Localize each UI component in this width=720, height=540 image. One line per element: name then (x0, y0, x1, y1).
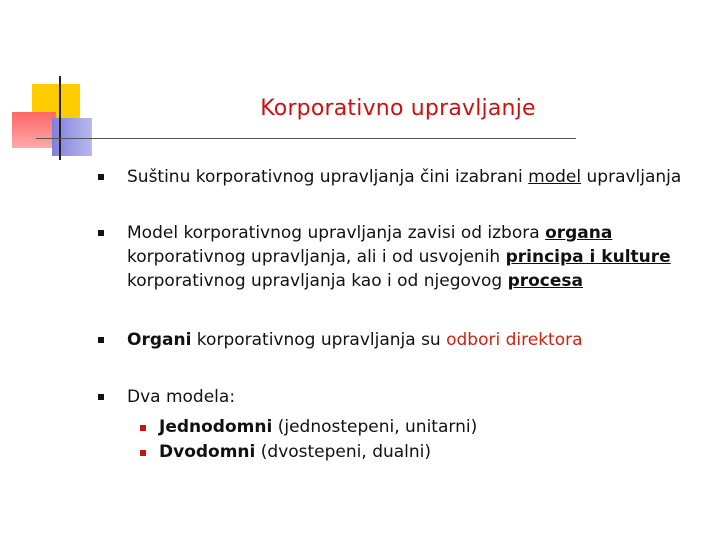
bullet-marker (98, 394, 104, 400)
bullet-marker (98, 337, 104, 343)
bullet-2-line-1 (127, 222, 612, 244)
text-segment: (dvostepeni, dualni) (255, 442, 432, 462)
bullet-1-line-1 (127, 166, 681, 188)
bullet-marker (98, 174, 104, 180)
text-segment: korporativnog upravljanja, ali i od usvojenih (127, 247, 506, 267)
text-segment-bold-underlined: procesa (507, 271, 583, 291)
sub-bullet-marker (140, 425, 146, 431)
bullet-marker (98, 230, 104, 236)
text-segment-bold: Dvodomni (159, 442, 256, 462)
text-segment: (jednostepeni, unitarni) (272, 417, 478, 437)
bullet-4-line-1 (127, 386, 235, 408)
text-segment-bold: Organi (127, 330, 192, 350)
text-segment-underlined: model (528, 167, 582, 187)
sub-bullet-marker (140, 450, 146, 456)
text-segment: Dva modela: (127, 387, 236, 407)
text-segment: korporativnog upravljanja su (191, 330, 447, 350)
slide-title: Korporativno upravljanje (260, 96, 536, 121)
bullet-2-line-2 (127, 246, 671, 268)
bullet-2-line-3 (127, 270, 583, 292)
title-underline-rule (36, 138, 576, 139)
text-segment-bold-underlined: principa i kulture (505, 247, 671, 267)
text-segment-bold: Jednodomni (159, 417, 273, 437)
decor-blue-square (52, 118, 92, 156)
text-segment: upravljanja (581, 167, 682, 187)
sub-bullet-2 (159, 441, 431, 463)
sub-bullet-1 (159, 416, 477, 438)
text-segment: Model korporativnog upravljanja zavisi od izbora (127, 223, 546, 243)
text-segment: Suštinu korporativnog upravljanja čini izabrani (127, 167, 529, 187)
text-segment: korporativnog upravljanja kao i od njegovog (127, 271, 508, 291)
text-segment-highlight: odbori direktora (446, 330, 583, 350)
text-segment-bold-underlined: organa (545, 223, 613, 243)
bullet-3-line-1 (127, 329, 583, 351)
